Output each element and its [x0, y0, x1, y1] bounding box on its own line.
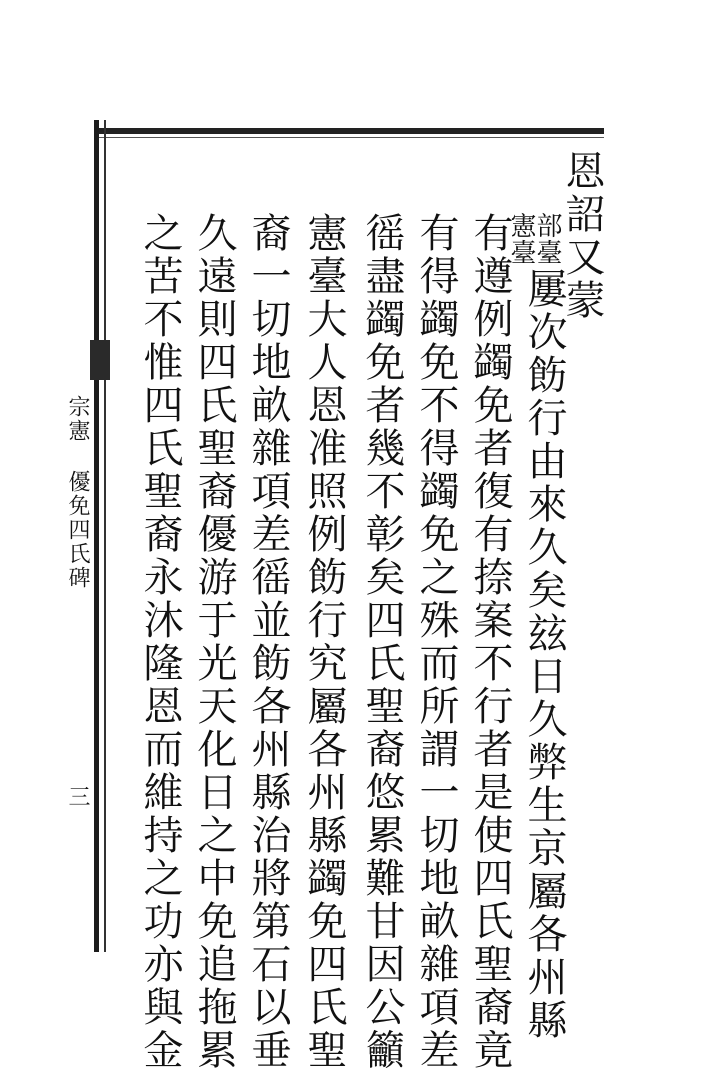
edge-title-top: 宗憲 [65, 395, 90, 443]
edge-title-main: 優免四氏碑 [65, 470, 90, 590]
text-column-7: 憲臺大人恩准照例飭行究屬各州縣蠲免四氏聖 [301, 212, 347, 1072]
frame-left-border [94, 120, 99, 952]
text-column-8: 裔一切地畝雜項差徭並飭各州縣治將第石以垂 [245, 212, 291, 1072]
text-column-2: 憲臺 [506, 212, 536, 266]
section-heading: 恩詔又蒙 [559, 150, 605, 322]
text-column-9: 久遠則四氏聖裔優游于光天化日之中免追拖累 [191, 212, 237, 1072]
frame-top-border [96, 128, 604, 134]
text-column-1: 部臺 [532, 212, 562, 266]
text-column-6: 徭盡蠲免者幾不彰矣四氏聖裔悠累難甘因公籲 [359, 212, 405, 1072]
frame-top-inner-border [96, 137, 604, 138]
page-number: 三 [65, 785, 90, 809]
fold-marker [90, 340, 110, 380]
text-column-10: 之苦不惟四氏聖裔永沐隆恩而維持之功亦與金 [137, 212, 183, 1072]
text-column-4: 有遵例蠲免者復有捺案不行者是使四氏聖裔竟 [467, 212, 513, 1072]
frame-left-inner-border [104, 120, 106, 952]
text-column-3: 屢次飭行由來久矣玆日久弊生京屬各州縣 [521, 268, 567, 1042]
text-column-5: 有得蠲免不得蠲免之殊而所謂一切地畝雜項差 [413, 212, 459, 1072]
